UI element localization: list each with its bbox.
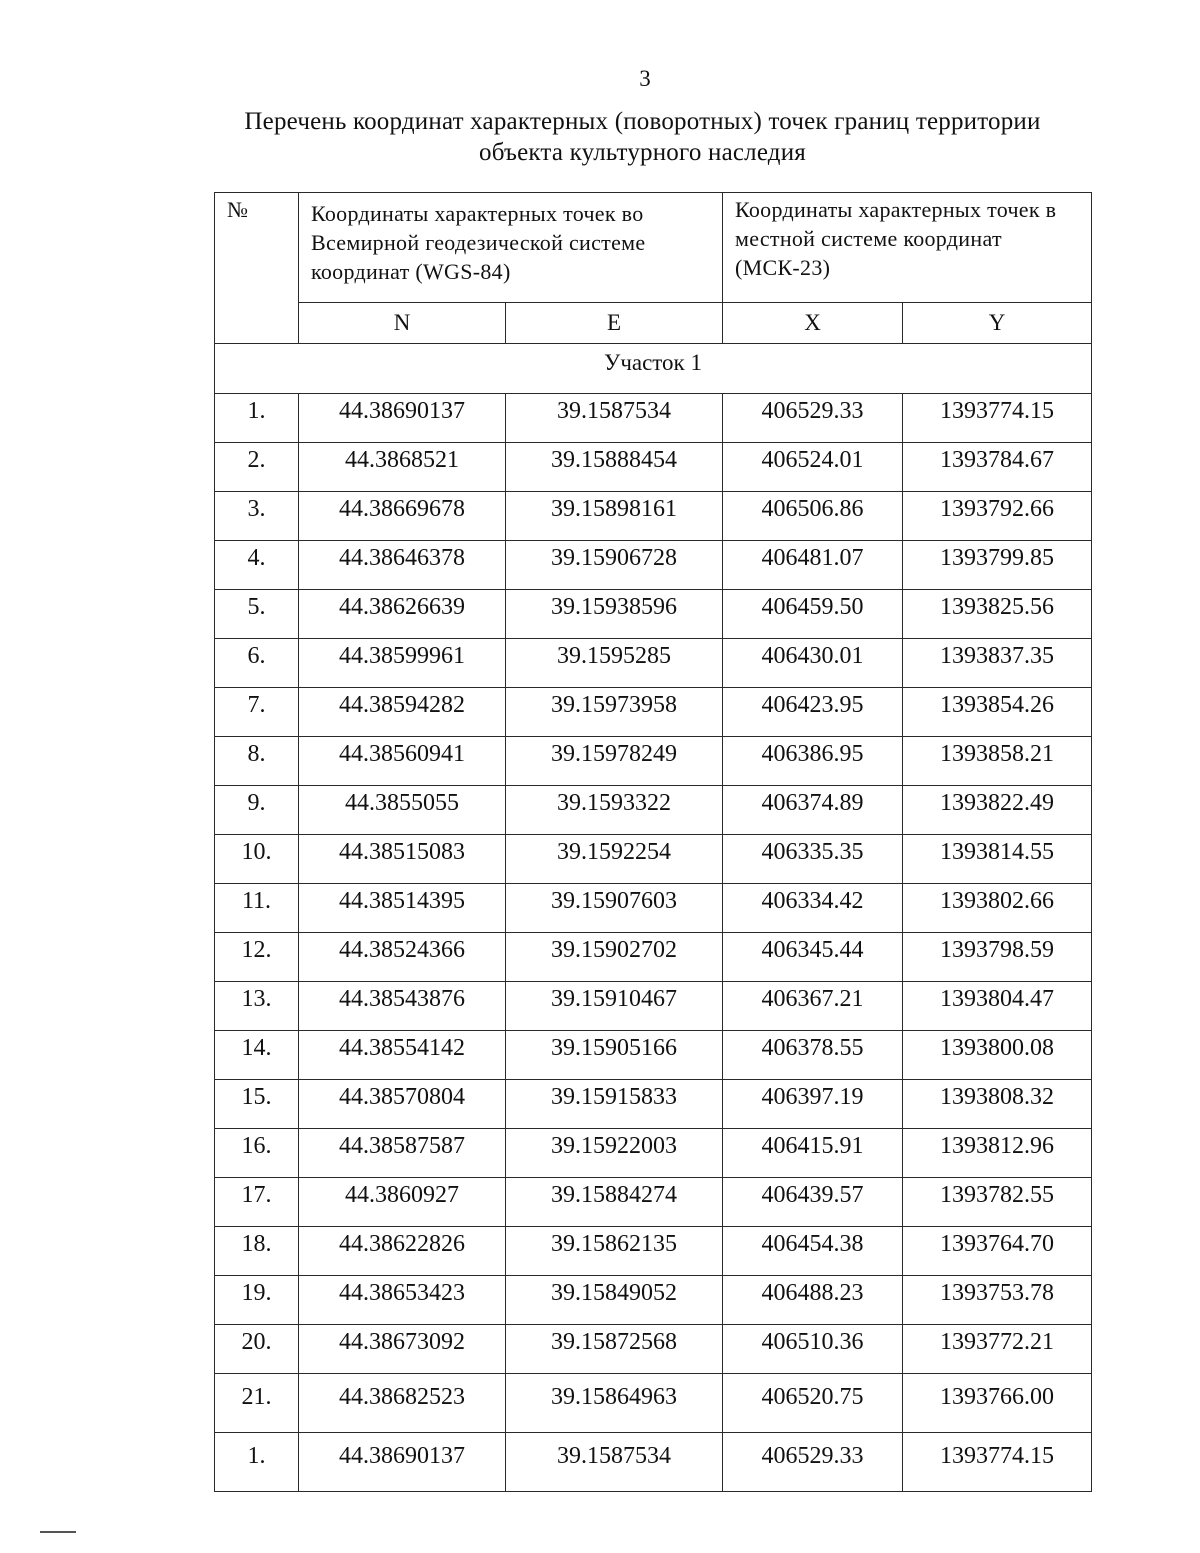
coord-y-cell: 1393753.78 bbox=[903, 1276, 1092, 1325]
point-number-cell: 17. bbox=[215, 1178, 299, 1227]
subheader-row bbox=[215, 303, 1092, 344]
table-row bbox=[215, 982, 1092, 1031]
point-number-cell: 9. bbox=[215, 786, 299, 835]
point-number-cell: 12. bbox=[215, 933, 299, 982]
section-row bbox=[215, 344, 1092, 394]
table-row bbox=[215, 492, 1092, 541]
coord-x-cell: 406481.07 bbox=[723, 541, 903, 590]
table-row bbox=[215, 1325, 1092, 1374]
table-row bbox=[215, 1227, 1092, 1276]
coord-e-cell: 39.15872568 bbox=[506, 1325, 723, 1374]
column-header-number: № bbox=[215, 193, 299, 344]
coord-e-cell: 39.15915833 bbox=[506, 1080, 723, 1129]
table-row bbox=[215, 1129, 1092, 1178]
coord-n-cell: 44.38682523 bbox=[299, 1374, 506, 1433]
coord-x-cell: 406520.75 bbox=[723, 1374, 903, 1433]
table-row bbox=[215, 1178, 1092, 1227]
point-number-cell: 8. bbox=[215, 737, 299, 786]
coord-x-cell: 406423.95 bbox=[723, 688, 903, 737]
table-row bbox=[215, 639, 1092, 688]
coord-e-cell: 39.15902702 bbox=[506, 933, 723, 982]
column-header-y: Y bbox=[903, 303, 1092, 344]
coord-n-cell: 44.3868521 bbox=[299, 443, 506, 492]
table-row bbox=[215, 835, 1092, 884]
table-row bbox=[215, 443, 1092, 492]
coord-e-cell: 39.15898161 bbox=[506, 492, 723, 541]
coord-n-cell: 44.38669678 bbox=[299, 492, 506, 541]
table-row bbox=[215, 1433, 1092, 1492]
coord-n-cell: 44.38514395 bbox=[299, 884, 506, 933]
table-row bbox=[215, 688, 1092, 737]
coord-n-cell: 44.38653423 bbox=[299, 1276, 506, 1325]
coord-x-cell: 406378.55 bbox=[723, 1031, 903, 1080]
coord-x-cell: 406386.95 bbox=[723, 737, 903, 786]
header-row bbox=[215, 193, 1092, 303]
table-row bbox=[215, 884, 1092, 933]
coord-y-cell: 1393822.49 bbox=[903, 786, 1092, 835]
coord-n-cell: 44.38543876 bbox=[299, 982, 506, 1031]
coord-e-cell: 39.15910467 bbox=[506, 982, 723, 1031]
coord-y-cell: 1393792.66 bbox=[903, 492, 1092, 541]
footer-mark bbox=[40, 1531, 76, 1533]
coord-n-cell: 44.38515083 bbox=[299, 835, 506, 884]
point-number-cell: 19. bbox=[215, 1276, 299, 1325]
coord-x-cell: 406335.35 bbox=[723, 835, 903, 884]
coord-y-cell: 1393825.56 bbox=[903, 590, 1092, 639]
coord-n-cell: 44.3855055 bbox=[299, 786, 506, 835]
coord-n-cell: 44.38673092 bbox=[299, 1325, 506, 1374]
coord-y-cell: 1393812.96 bbox=[903, 1129, 1092, 1178]
coord-x-cell: 406529.33 bbox=[723, 1433, 903, 1492]
coord-y-cell: 1393798.59 bbox=[903, 933, 1092, 982]
coord-x-cell: 406415.91 bbox=[723, 1129, 903, 1178]
coord-e-cell: 39.15864963 bbox=[506, 1374, 723, 1433]
coord-y-cell: 1393799.85 bbox=[903, 541, 1092, 590]
point-number-cell: 16. bbox=[215, 1129, 299, 1178]
column-group-msk23: Координаты характерных точек в местной системе координат (МСК-23) bbox=[723, 193, 1092, 303]
point-number-cell: 18. bbox=[215, 1227, 299, 1276]
coord-e-cell: 39.15907603 bbox=[506, 884, 723, 933]
coord-x-cell: 406529.33 bbox=[723, 394, 903, 443]
coord-y-cell: 1393782.55 bbox=[903, 1178, 1092, 1227]
coord-n-cell: 44.38599961 bbox=[299, 639, 506, 688]
coord-y-cell: 1393854.26 bbox=[903, 688, 1092, 737]
coord-n-cell: 44.38554142 bbox=[299, 1031, 506, 1080]
coord-x-cell: 406488.23 bbox=[723, 1276, 903, 1325]
coord-e-cell: 39.1587534 bbox=[506, 394, 723, 443]
coord-e-cell: 39.15862135 bbox=[506, 1227, 723, 1276]
coord-y-cell: 1393808.32 bbox=[903, 1080, 1092, 1129]
column-header-x: X bbox=[723, 303, 903, 344]
table-row bbox=[215, 1080, 1092, 1129]
document-title bbox=[0, 106, 1200, 168]
point-number-cell: 5. bbox=[215, 590, 299, 639]
coord-x-cell: 406510.36 bbox=[723, 1325, 903, 1374]
coord-y-cell: 1393784.67 bbox=[903, 443, 1092, 492]
point-number-cell: 1. bbox=[215, 394, 299, 443]
title-line-2: объекта культурного наследия bbox=[479, 139, 806, 166]
column-group-wgs84: Координаты характерных точек во Всемирной геодезической системе координат (WGS-84) bbox=[299, 193, 723, 303]
coord-y-cell: 1393804.47 bbox=[903, 982, 1092, 1031]
coord-x-cell: 406454.38 bbox=[723, 1227, 903, 1276]
table-row bbox=[215, 786, 1092, 835]
coord-e-cell: 39.15978249 bbox=[506, 737, 723, 786]
point-number-cell: 11. bbox=[215, 884, 299, 933]
coord-e-cell: 39.15973958 bbox=[506, 688, 723, 737]
coord-x-cell: 406439.57 bbox=[723, 1178, 903, 1227]
title-line-1: Перечень координат характерных (поворотных) точек границ территории bbox=[244, 108, 1041, 135]
coord-n-cell: 44.38587587 bbox=[299, 1129, 506, 1178]
column-header-e: E bbox=[506, 303, 723, 344]
coord-x-cell: 406430.01 bbox=[723, 639, 903, 688]
column-header-n: N bbox=[299, 303, 506, 344]
coord-e-cell: 39.1595285 bbox=[506, 639, 723, 688]
point-number-cell: 20. bbox=[215, 1325, 299, 1374]
coord-n-cell: 44.38524366 bbox=[299, 933, 506, 982]
coord-y-cell: 1393814.55 bbox=[903, 835, 1092, 884]
coord-x-cell: 406367.21 bbox=[723, 982, 903, 1031]
point-number-cell: 21. bbox=[215, 1374, 299, 1433]
coord-e-cell: 39.15906728 bbox=[506, 541, 723, 590]
coord-e-cell: 39.1592254 bbox=[506, 835, 723, 884]
coord-e-cell: 39.15888454 bbox=[506, 443, 723, 492]
coord-n-cell: 44.38622826 bbox=[299, 1227, 506, 1276]
coord-x-cell: 406524.01 bbox=[723, 443, 903, 492]
coord-n-cell: 44.38560941 bbox=[299, 737, 506, 786]
coord-e-cell: 39.1593322 bbox=[506, 786, 723, 835]
coord-x-cell: 406374.89 bbox=[723, 786, 903, 835]
coord-y-cell: 1393764.70 bbox=[903, 1227, 1092, 1276]
coord-y-cell: 1393858.21 bbox=[903, 737, 1092, 786]
point-number-cell: 15. bbox=[215, 1080, 299, 1129]
coord-e-cell: 39.15938596 bbox=[506, 590, 723, 639]
coord-n-cell: 44.38594282 bbox=[299, 688, 506, 737]
table-row bbox=[215, 541, 1092, 590]
point-number-cell: 6. bbox=[215, 639, 299, 688]
coord-e-cell: 39.1587534 bbox=[506, 1433, 723, 1492]
coord-y-cell: 1393772.21 bbox=[903, 1325, 1092, 1374]
coord-y-cell: 1393837.35 bbox=[903, 639, 1092, 688]
coord-y-cell: 1393766.00 bbox=[903, 1374, 1092, 1433]
coord-n-cell: 44.38646378 bbox=[299, 541, 506, 590]
point-number-cell: 2. bbox=[215, 443, 299, 492]
point-number-cell: 14. bbox=[215, 1031, 299, 1080]
coord-e-cell: 39.15884274 bbox=[506, 1178, 723, 1227]
table-row bbox=[215, 394, 1092, 443]
point-number-cell: 10. bbox=[215, 835, 299, 884]
point-number-cell: 13. bbox=[215, 982, 299, 1031]
coord-x-cell: 406345.44 bbox=[723, 933, 903, 982]
table-row bbox=[215, 590, 1092, 639]
coord-x-cell: 406459.50 bbox=[723, 590, 903, 639]
table-row bbox=[215, 1374, 1092, 1433]
table-row bbox=[215, 1276, 1092, 1325]
coord-n-cell: 44.38626639 bbox=[299, 590, 506, 639]
coord-n-cell: 44.38690137 bbox=[299, 1433, 506, 1492]
table-row bbox=[215, 1031, 1092, 1080]
coord-y-cell: 1393802.66 bbox=[903, 884, 1092, 933]
table-row bbox=[215, 737, 1092, 786]
coord-e-cell: 39.15849052 bbox=[506, 1276, 723, 1325]
coord-y-cell: 1393774.15 bbox=[903, 1433, 1092, 1492]
coord-n-cell: 44.38570804 bbox=[299, 1080, 506, 1129]
coord-e-cell: 39.15922003 bbox=[506, 1129, 723, 1178]
point-number-cell: 1. bbox=[215, 1433, 299, 1492]
point-number-cell: 7. bbox=[215, 688, 299, 737]
coord-y-cell: 1393800.08 bbox=[903, 1031, 1092, 1080]
coord-x-cell: 406334.42 bbox=[723, 884, 903, 933]
coord-y-cell: 1393774.15 bbox=[903, 394, 1092, 443]
table-row bbox=[215, 933, 1092, 982]
coord-e-cell: 39.15905166 bbox=[506, 1031, 723, 1080]
coord-n-cell: 44.38690137 bbox=[299, 394, 506, 443]
coordinates-table bbox=[214, 192, 1092, 1492]
coord-x-cell: 406506.86 bbox=[723, 492, 903, 541]
coord-x-cell: 406397.19 bbox=[723, 1080, 903, 1129]
section-label: Участок 1 bbox=[215, 344, 1092, 394]
page-number: 3 bbox=[639, 66, 651, 91]
coord-n-cell: 44.3860927 bbox=[299, 1178, 506, 1227]
point-number-cell: 4. bbox=[215, 541, 299, 590]
point-number-cell: 3. bbox=[215, 492, 299, 541]
